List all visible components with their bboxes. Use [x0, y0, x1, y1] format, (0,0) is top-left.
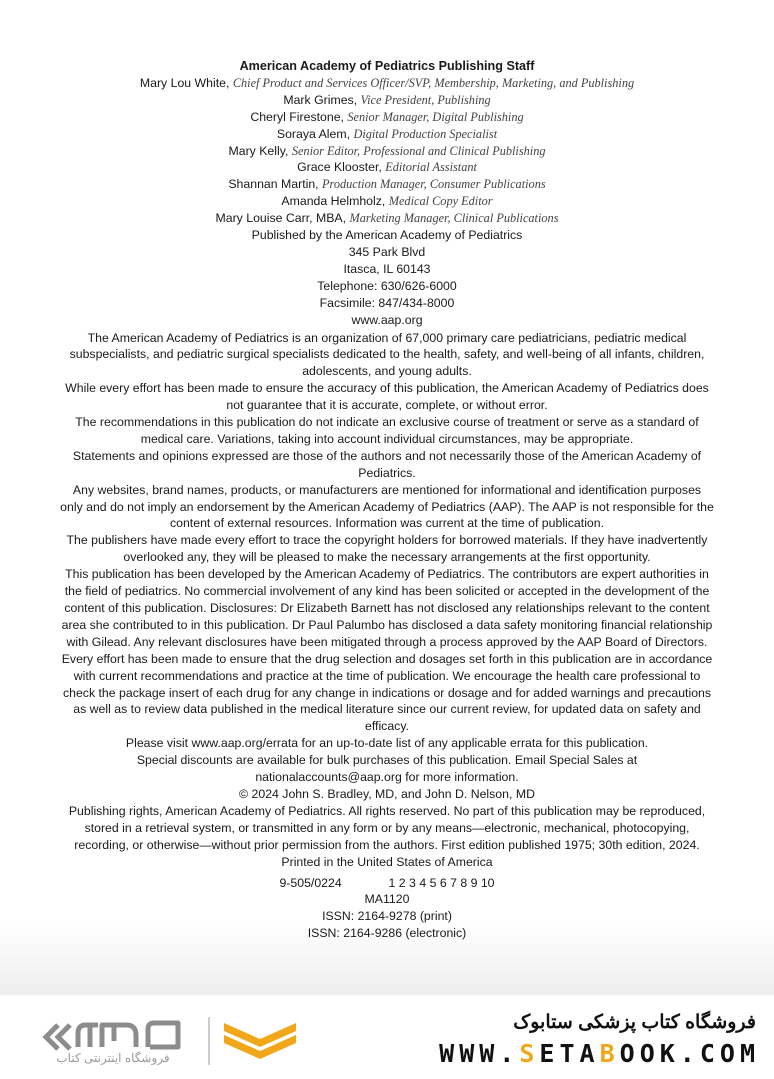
staff-name: Mark Grimes, [283, 92, 358, 107]
published-by: Published by the American Academy of Pediatrics [251, 228, 523, 243]
publisher-address: 345 Park Blvd [348, 244, 426, 259]
discounts-line-1: Special discounts are available for bulk purchases of this publication. Email Special Sales at [136, 753, 638, 768]
publisher-facsimile: Facsimile: 847/434-8000 [319, 295, 455, 310]
staff-name: Mary Kelly, [228, 143, 289, 158]
catalog-codes [60, 875, 714, 943]
drug-selection-paragraph: Every effort has been made to ensure that the drug selection and dosages set forth in this publication are in accordance with current recommendations and practice at the time of publication. We encourage the health care professional to check the package insert of each drug for any change in indications or dosage and for added warnings and precautions as well as to review data published in the medical literature since our current review, for updated data on safety and efficacy. [61, 651, 713, 734]
staff-name: Soraya Alem, [276, 126, 351, 141]
staff-title: Editorial Assistant [385, 160, 477, 175]
copyright-page-content [60, 58, 714, 942]
catalog-number: 9-505/0224 [279, 875, 342, 890]
publisher-website: www.aap.org [351, 312, 423, 327]
staff-member [60, 210, 714, 227]
staff-member [60, 143, 714, 160]
issn-print: ISSN: 2164-9278 (print) [322, 909, 452, 924]
accuracy-paragraph: While every effort has been made to ensure the accuracy of this publication, the American Academy of Pediatrics does not guarantee that it is accurate, complete, or without error. [65, 381, 709, 413]
copyright-line: © 2024 John S. Bradley, MD, and John D. Nelson, MD [239, 786, 535, 801]
developed-paragraph: This publication has been developed by the American Academy of Pediatrics. The contributors are expert authorities in the field of pediatrics. No commercial involvement of any kind has been solicited or accepted in the development of the content of this publication. Disclosures: Dr Elizabeth Barnett has not disclosed any relationships relevant to the content area she contributed to in this publication. Dr Paul Palumbo has disclosed a data safety monitoring financial relationship with Gilead. Any relevant disclosures have been mitigated through a process approved by the AAP Board of Directors. [61, 567, 713, 649]
staff-title: Digital Production Specialist [353, 126, 498, 141]
staff-heading: American Academy of Pediatrics Publishing Staff [239, 59, 535, 73]
staff-title: Medical Copy Editor [388, 194, 493, 209]
copyright-holders-paragraph: The publishers have made every effort to trace the copyright holders for borrowed materials. If they have inadvertently overlooked any, they will be pleased to make the necessary arrangements at the first opportunity. [66, 533, 708, 565]
staff-name: Shannan Martin, [228, 177, 319, 192]
publisher-telephone: Telephone: 630/626-6000 [317, 278, 457, 293]
staff-title: Marketing Manager, Clinical Publications [349, 211, 559, 226]
staff-member [60, 193, 714, 210]
staff-name: Mary Louise Carr, MBA, [215, 211, 347, 226]
legal-text [60, 330, 714, 871]
url-part-2: ETA [539, 1039, 600, 1068]
brand-title: فروشگاه کتاب پزشکی ستابوک [513, 1012, 756, 1033]
publisher-city: Itasca, IL 60143 [343, 261, 431, 276]
issn-electronic: ISSN: 2164-9286 (electronic) [307, 926, 467, 941]
about-paragraph: The American Academy of Pediatrics is an organization of 67,000 primary care pediatricians, pediatric medical subspecialists, and pediatric surgical specialists dedicated to the health, safety, and well-being of all infants, children, adolescents, and young adults. [69, 330, 705, 379]
publisher-block [60, 227, 714, 328]
staff-name: Grace Klooster, [297, 160, 382, 175]
staff-member [60, 126, 714, 143]
brand-url [439, 1039, 760, 1068]
staff-member [60, 92, 714, 109]
staff-member [60, 176, 714, 193]
staff-member [60, 109, 714, 126]
staff-title: Chief Product and Services Officer/SVP, Membership, Marketing, and Publishing [232, 75, 635, 90]
printed-line: Printed in the United States of America [281, 854, 493, 869]
statements-paragraph: Statements and opinions expressed are those of the authors and not necessarily those of the American Academy of Pediatrics. [72, 448, 702, 480]
url-highlight-2: B [599, 1039, 620, 1068]
ma-code: MA1120 [364, 892, 410, 907]
recommendations-paragraph: The recommendations in this publication do not indicate an exclusive course of treatment or serve as a standard of medical care. Variations, taking into account individual circumstances, may be appropriate. [75, 415, 699, 446]
staff-title: Senior Manager, Digital Publishing [347, 109, 524, 124]
staff-list [60, 75, 714, 227]
setabook-watermark-banner [0, 995, 774, 1079]
staff-name: Amanda Helmholz, [281, 194, 386, 209]
url-part-3: OOK.COM [619, 1039, 760, 1068]
catalog-row [60, 875, 714, 892]
staff-title: Senior Editor, Professional and Clinical Publishing [291, 143, 546, 158]
url-highlight-1: S [519, 1039, 540, 1068]
url-part-1: WWW. [439, 1039, 520, 1068]
staff-name: Cheryl Firestone, [250, 109, 344, 124]
staff-title: Production Manager, Consumer Publications [322, 177, 546, 192]
staff-title: Vice President, Publishing [360, 92, 491, 107]
rights-paragraph: Publishing rights, American Academy of Pediatrics. All rights reserved. No part of this publication may be reproduced, stored in a retrieval system, or transmitted in any form or by any means—electronic, mechanical, photocopying, recording, or otherwise—without prior permission from the authors. First edition published 1975; 30th edition, 2024. [68, 803, 706, 852]
staff-member [60, 75, 714, 92]
print-line: 1 2 3 4 5 6 7 8 9 10 [388, 875, 495, 890]
websites-paragraph: Any websites, brand names, products, or manufacturers are mentioned for informational and identification purposes only and do not imply an endorsement by the American Academy of Pediatrics (AAP). The AAP is not responsible for the content of external resources. Information was current at the time of publication. [60, 482, 714, 531]
logo-caption: فروشگاه اینترنتی کتاب [56, 1051, 170, 1065]
discounts-line-2: nationalaccounts@aap.org for more information. [255, 770, 519, 785]
staff-name: Mary Lou White, [139, 75, 230, 90]
errata-paragraph: Please visit www.aap.org/errata for an up-to-date list of any applicable errata for this publication. [125, 736, 649, 751]
staff-member [60, 159, 714, 176]
